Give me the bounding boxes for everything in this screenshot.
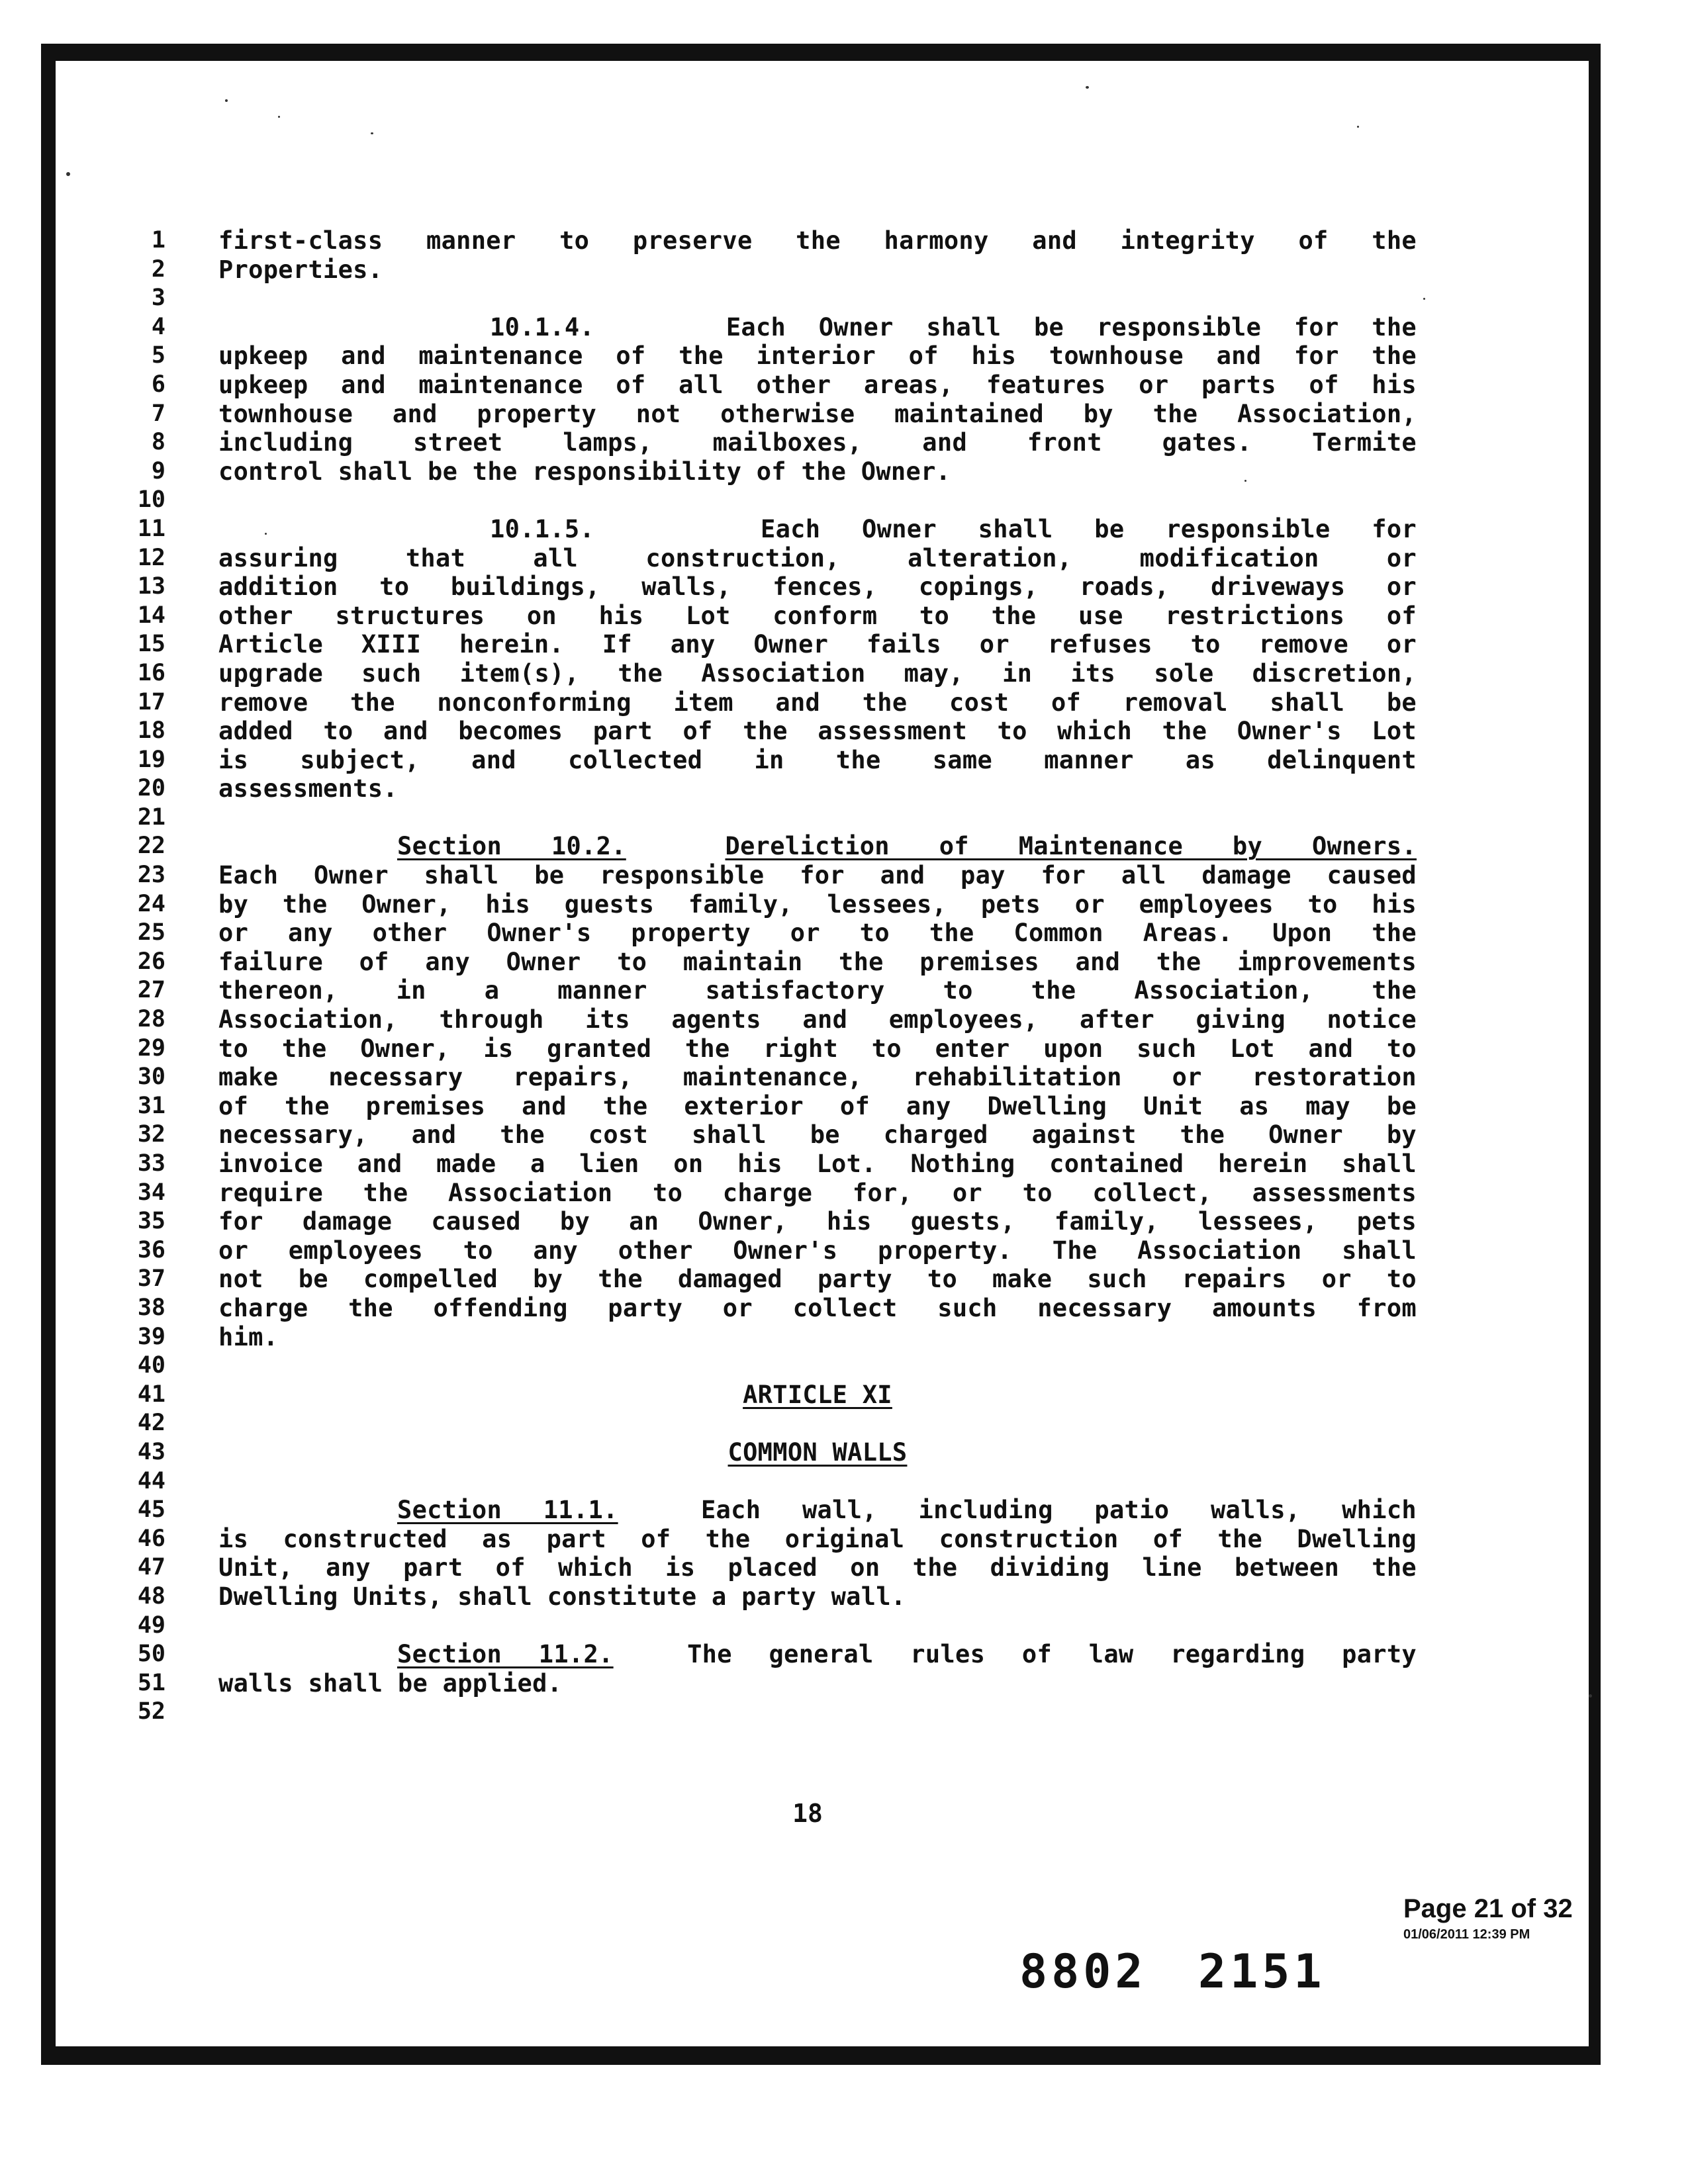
- text-line: him.: [218, 1322, 279, 1351]
- scan-speck: [371, 132, 373, 134]
- article-heading-line: [218, 1381, 1417, 1410]
- line-number: 40: [137, 1352, 165, 1379]
- line-number: 49: [137, 1612, 165, 1639]
- line-number: 18: [137, 717, 165, 745]
- section-11-2-heading-line: [218, 1640, 1417, 1669]
- scan-speck: [1357, 126, 1359, 128]
- text-line: require the Association to charge for, or to collect, assessments: [218, 1178, 1417, 1207]
- line-number: 27: [137, 977, 165, 1004]
- text-fragment: Each Owner shall be responsible for: [761, 514, 1417, 543]
- line-number: 16: [137, 659, 165, 686]
- section-11-1-heading-line: [218, 1496, 1417, 1525]
- line-number: 10: [137, 486, 165, 514]
- text-line: Association, through its agents and employees, after giving notice: [218, 1005, 1417, 1034]
- line-number: 8: [151, 429, 165, 456]
- line-number: 43: [137, 1438, 165, 1465]
- subsection-10-1-5-heading-line: [218, 515, 1417, 544]
- blank-line: [218, 1467, 1417, 1496]
- line-number: 1: [151, 227, 165, 253]
- line-number: 25: [137, 919, 165, 946]
- text-line: make necessary repairs, maintenance, rehabilitation or restoration: [218, 1063, 1417, 1092]
- section-label: Section 11.2.: [397, 1640, 614, 1669]
- recording-page-number: 2151: [1198, 1944, 1326, 1999]
- line-number: 5: [151, 342, 165, 369]
- text-line: is constructed as part of the original construction of the Dwelling: [218, 1524, 1417, 1553]
- text-line: assessments.: [218, 774, 398, 803]
- scan-speck: [278, 116, 280, 118]
- line-number: 9: [151, 457, 165, 484]
- text-line: or employees to any other Owner's property. The Association shall: [218, 1236, 1417, 1265]
- scan-speck: [66, 172, 70, 176]
- section-title: Dereliction of Maintenance by Owners.: [725, 832, 1417, 861]
- line-number: 37: [137, 1265, 165, 1293]
- line-number: 47: [137, 1554, 165, 1581]
- line-number-column: [113, 226, 165, 1727]
- section-10-2-heading-line: [218, 832, 1417, 861]
- line-number: 29: [137, 1034, 165, 1062]
- line-number: 24: [137, 890, 165, 917]
- line-number: 28: [137, 1006, 165, 1033]
- line-number: 38: [137, 1294, 165, 1321]
- line-number: 11: [137, 515, 165, 542]
- text-line: walls shall be applied.: [218, 1668, 563, 1698]
- line-number: 20: [137, 775, 165, 802]
- text-line: upkeep and maintenance of the interior of his townhouse and for the: [218, 341, 1417, 371]
- article-title-line: [218, 1438, 1417, 1467]
- line-number: 13: [137, 573, 165, 600]
- text-line: Article XIII herein. If any Owner fails or refuses to remove or: [218, 630, 1417, 659]
- scan-speck: [225, 99, 228, 102]
- page-number: 18: [792, 1799, 823, 1828]
- line-number: 3: [151, 285, 165, 312]
- line-number: 46: [137, 1525, 165, 1552]
- blank-line: [218, 803, 1417, 833]
- scan-speck: [1589, 1694, 1592, 1698]
- text-line: control shall be the responsibility of the Owner.: [218, 457, 951, 486]
- line-number: 36: [137, 1236, 165, 1263]
- text-line: thereon, in a manner satisfactory to the Association, the: [218, 976, 1417, 1005]
- line-number: 2: [151, 255, 165, 283]
- line-number: 22: [137, 833, 165, 860]
- line-number: 17: [137, 688, 165, 715]
- line-number: 51: [137, 1669, 165, 1696]
- article-heading: ARTICLE XI: [743, 1380, 892, 1409]
- text-line: Each Owner shall be responsible for and pay for all damage caused: [218, 861, 1417, 890]
- blank-line: [218, 1698, 1417, 1727]
- scan-speck: [1423, 298, 1425, 300]
- section-label: Section 10.2.: [397, 832, 626, 861]
- article-title: COMMON WALLS: [727, 1437, 908, 1467]
- footer-page-label: Page 21 of 32: [1403, 1894, 1573, 1923]
- line-number: 52: [137, 1698, 165, 1725]
- line-number: 31: [137, 1092, 165, 1119]
- line-number: 42: [137, 1410, 165, 1437]
- document-body: [218, 226, 1417, 1727]
- line-number: 14: [137, 602, 165, 629]
- text-line: by the Owner, his guests family, lessees, pets or employees to his: [218, 889, 1417, 919]
- blank-line: [218, 486, 1417, 515]
- text-line: Dwelling Units, shall constitute a party wall.: [218, 1582, 906, 1611]
- text-line: assuring that all construction, alteration, modification or: [218, 543, 1417, 572]
- line-number: 39: [137, 1323, 165, 1350]
- text-line: for damage caused by an Owner, his guests, family, lessees, pets: [218, 1207, 1417, 1236]
- recording-book-number: 8802: [1019, 1944, 1147, 1999]
- line-number: 23: [137, 862, 165, 889]
- text-line: charge the offending party or collect such necessary amounts from: [218, 1293, 1417, 1322]
- text-line: to the Owner, is granted the right to enter upon such Lot and to: [218, 1034, 1417, 1063]
- line-number: 26: [137, 948, 165, 975]
- line-number: 12: [137, 544, 165, 571]
- text-line: invoice and made a lien on his Lot. Nothing contained herein shall: [218, 1150, 1417, 1178]
- line-number: 41: [137, 1381, 165, 1408]
- text-fragment: Each wall, including patio walls, which: [700, 1496, 1417, 1525]
- subsection-number: 10.1.5.: [490, 514, 595, 543]
- blank-line: [218, 1409, 1417, 1438]
- section-label: Section 11.1.: [397, 1496, 618, 1525]
- text-line: is subject, and collected in the same manner as delinquent: [218, 745, 1417, 774]
- text-line: necessary, and the cost shall be charged against the Owner by: [218, 1120, 1417, 1150]
- text-line: other structures on his Lot conform to the use restrictions of: [218, 601, 1417, 630]
- line-number: 15: [137, 631, 165, 658]
- blank-line: [218, 1612, 1417, 1641]
- subsection-number: 10.1.4.: [490, 312, 595, 341]
- subsection-10-1-4-heading-line: [218, 313, 1417, 342]
- text-line: not be compelled by the damaged party to make such repairs or to: [218, 1265, 1417, 1294]
- text-line: added to and becomes part of the assessment to which the Owner's Lot: [218, 717, 1417, 746]
- blank-line: [218, 1351, 1417, 1381]
- line-number: 44: [137, 1467, 165, 1494]
- text-line: upkeep and maintenance of all other areas, features or parts of his: [218, 370, 1417, 399]
- line-number: 50: [137, 1641, 165, 1668]
- text-line: first-class manner to preserve the harmony and integrity of the: [218, 226, 1417, 255]
- text-line: of the premises and the exterior of any Dwelling Unit as may be: [218, 1091, 1417, 1120]
- line-number: 30: [137, 1064, 165, 1091]
- text-line: or any other Owner's property or to the Common Areas. Upon the: [218, 919, 1417, 948]
- line-number: 35: [137, 1208, 165, 1235]
- line-number: 32: [137, 1121, 165, 1148]
- text-line: Unit, any part of which is placed on the dividing line between the: [218, 1553, 1417, 1582]
- line-number: 4: [151, 313, 165, 340]
- text-line: failure of any Owner to maintain the premises and the improvements: [218, 947, 1417, 976]
- line-number: 7: [151, 400, 165, 427]
- line-number: 34: [137, 1179, 165, 1206]
- line-number: 21: [137, 803, 165, 831]
- text-line: including street lamps, mailboxes, and front gates. Termite: [218, 428, 1417, 457]
- line-number: 19: [137, 746, 165, 773]
- text-line: addition to buildings, walls, fences, copings, roads, driveways or: [218, 572, 1417, 602]
- line-number: 33: [137, 1150, 165, 1177]
- text-fragment: Each Owner shall be responsible for the: [726, 312, 1417, 341]
- text-line: remove the nonconforming item and the cost of removal shall be: [218, 688, 1417, 717]
- text-line: upgrade such item(s), the Association may, in its sole discretion,: [218, 659, 1417, 688]
- footer-timestamp: 01/06/2011 12:39 PM: [1403, 1927, 1530, 1942]
- text-fragment: The general rules of law regarding party: [687, 1640, 1417, 1669]
- line-number: 6: [151, 371, 165, 398]
- text-line: townhouse and property not otherwise maintained by the Association,: [218, 399, 1417, 428]
- blank-line: [218, 284, 1417, 313]
- scan-speck: [1086, 86, 1089, 89]
- line-number: 48: [137, 1582, 165, 1610]
- text-line: Properties.: [218, 255, 383, 284]
- line-number: 45: [137, 1496, 165, 1524]
